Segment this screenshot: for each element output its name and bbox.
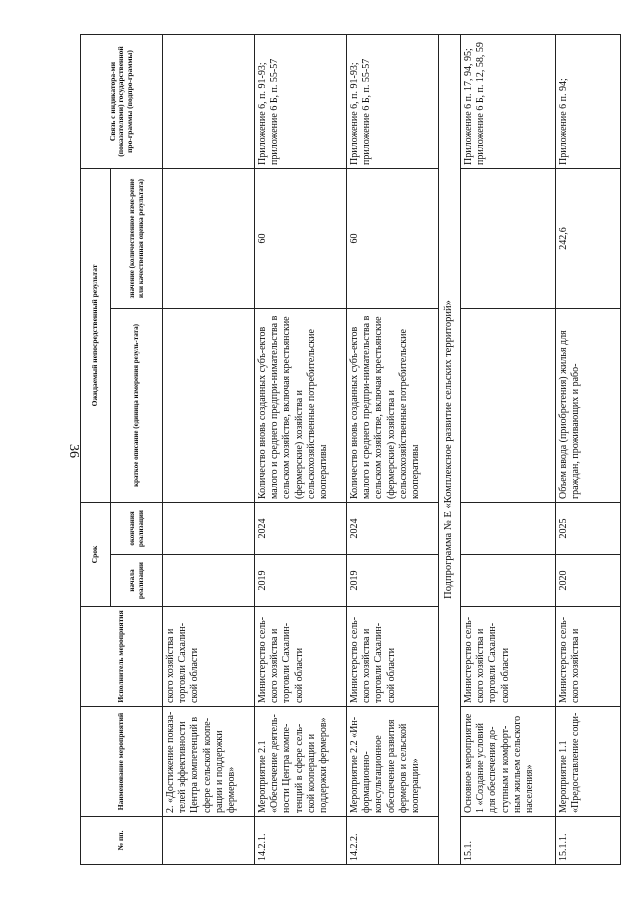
cell-link xyxy=(163,34,255,168)
cell-link: Приложение 6 п. 94; xyxy=(556,34,621,168)
cell-value: 60 xyxy=(347,168,439,308)
cell-link: Приложение 6, п. 91-93; приложение 6 Б, п. 55-57 xyxy=(255,34,347,168)
cell-desc: Количество вновь созданных субъ-ектов малого и среднего предпри-нимательства в сельском хозяйстве, включая крестьянские (фермерские) хозяйства и сельскохозяйственные потребительские кооперативы xyxy=(255,308,347,502)
cell-name: Мероприятие 2.1 «Обеспечение деятель-ности Центра компе-тенций в сфере сель-ской кооперации и поддержки фермеров» xyxy=(255,707,347,817)
cell-start: 2020 xyxy=(556,555,621,607)
cell-link: Приложение 6 п. 17, 94, 95; приложение 6 Б, п. 12, 58, 59 xyxy=(461,34,556,168)
page-number: 36 xyxy=(66,444,81,458)
cell-executor: Министерство сель-ского хозяйства и торговли Сахалин-ской области xyxy=(347,607,439,707)
table-row xyxy=(556,34,621,864)
table-row xyxy=(163,34,255,864)
header-term: Срок xyxy=(81,502,111,606)
cell-start xyxy=(461,555,556,607)
cell-desc xyxy=(163,308,255,502)
subprogram-row xyxy=(439,34,461,864)
header-name: Наименование мероприятий xyxy=(81,707,163,817)
cell-num: 15.1. xyxy=(461,817,556,865)
table-row xyxy=(461,34,556,864)
header-start: начала реализации xyxy=(111,555,163,607)
cell-desc: Объем ввода (приобретения) жилья для граждан, проживающих и рабо- xyxy=(556,308,621,502)
header-end: окончания реализации xyxy=(111,502,163,554)
cell-link: Приложение 6, п. 91-93; приложение 6 Б, п. 55-57 xyxy=(347,34,439,168)
cell-value xyxy=(163,168,255,308)
rotated-table-container xyxy=(80,35,620,865)
header-short-desc: краткое описание (единица измерения резуль-тата) xyxy=(111,308,163,502)
cell-end: 2025 xyxy=(556,502,621,554)
subprogram-title: Подпрограмма № Е «Комплексное развитие сельских территорий» xyxy=(439,34,461,864)
header-executor: Исполнитель мероприятия xyxy=(81,607,163,707)
cell-name: 2. «Достижение показа-телей эффективности Центра компетенций в сфере сельской коопе-рации и поддержки фермеров» xyxy=(163,707,255,817)
header-num: № пп. xyxy=(81,817,163,865)
cell-start xyxy=(163,555,255,607)
table-row xyxy=(255,34,347,864)
cell-end xyxy=(163,502,255,554)
table-row xyxy=(347,34,439,864)
cell-num: 14.2.2. xyxy=(347,817,439,865)
cell-start: 2019 xyxy=(255,555,347,607)
cell-value xyxy=(461,168,556,308)
cell-executor: Министерство сель-ского хозяйства и торговли Сахалин-ской области xyxy=(255,607,347,707)
cell-executor: Министерство сель-ского хозяйства и xyxy=(556,607,621,707)
cell-num: 15.1.1. xyxy=(556,817,621,865)
cell-end: 2024 xyxy=(347,502,439,554)
header-link: Связь с индикатора-ми (показателями) государственной про-граммы (подпро-граммы) xyxy=(81,34,163,168)
header-value: значение (количественное изме-рение или качественная оценка результата) xyxy=(111,168,163,308)
cell-value: 242,6 xyxy=(556,168,621,308)
cell-value: 60 xyxy=(255,168,347,308)
cell-name: Мероприятие 1.1 «Предоставление соци- xyxy=(556,707,621,817)
cell-num: 14.2.1. xyxy=(255,817,347,865)
cell-name: Мероприятие 2.2 «Ин-формационно-консультационное обеспечение развития фермеров и сельской кооперации» xyxy=(347,707,439,817)
cell-name: Основное мероприятие 1 «Создание условий для обеспечения до-ступным и комфорт-ным жильем сельского населения» xyxy=(461,707,556,817)
measures-table xyxy=(80,34,621,865)
cell-num xyxy=(163,817,255,865)
header-result: Ожидаемый непосредственный результат xyxy=(81,168,111,502)
cell-end: 2024 xyxy=(255,502,347,554)
cell-start: 2019 xyxy=(347,555,439,607)
cell-executor: ского хозяйства и торговли Сахалин-ской области xyxy=(163,607,255,707)
cell-desc xyxy=(461,308,556,502)
cell-desc: Количество вновь созданных субъ-ектов малого и среднего предпри-нимательства в сельском хозяйстве, включая крестьянские (фермерские) хозяйства и сельскохозяйственные потребительские кооперативы xyxy=(347,308,439,502)
cell-executor: Министерство сель-ского хозяйства и торговли Сахалин-ской области xyxy=(461,607,556,707)
cell-end xyxy=(461,502,556,554)
